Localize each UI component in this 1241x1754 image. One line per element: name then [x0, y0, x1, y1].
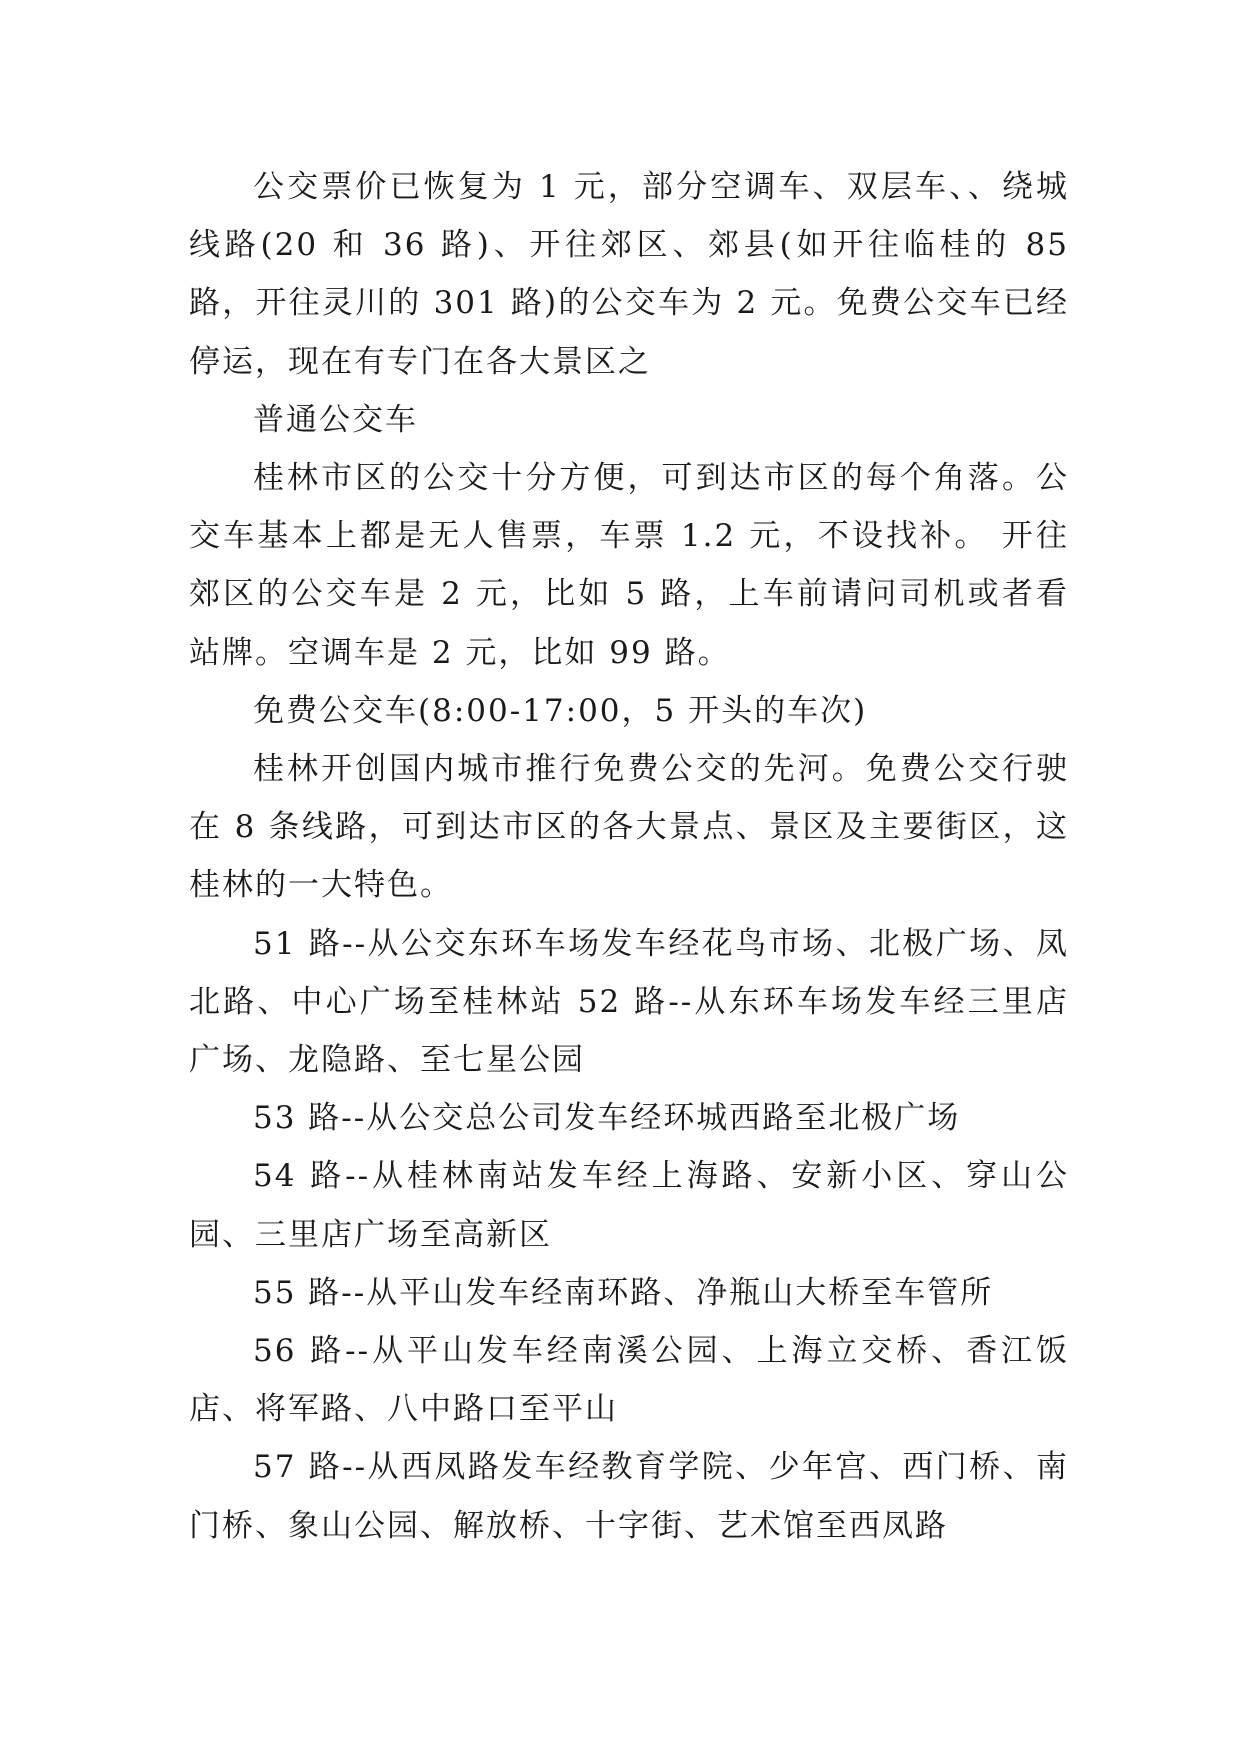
- paragraph-route-56: 56 路--从平山发车经南溪公园、上海立交桥、香江饭店、将军路、八中路口至平山: [189, 1333, 1069, 1428]
- paragraph-regular-bus: 桂林市区的公交十分方便，可到达市区的每个角落。公交车基本上都是无人售票，车票 1.2 元，不设找补。 开往郊区的公交车是 2 元，比如 5 路，上车前请问司机或者看站牌。空调车是 2 元，比如 99 路。: [189, 460, 1069, 671]
- paragraph-route-54: 54 路--从桂林南站发车经上海路、安新小区、穿山公园、三里店广场至高新区: [189, 1158, 1069, 1253]
- paragraph-route-51-52: 51 路--从公交东环车场发车经花鸟市场、北极广场、凤北路、中心广场至桂林站 52 路--从东环车场发车经三里店广场、龙隐路、至七星公园: [189, 925, 1069, 1079]
- paragraph-route-57: 57 路--从西凤路发车经教育学院、少年宫、西门桥、南门桥、象山公园、解放桥、十字街、艺术馆至西凤路: [189, 1449, 1069, 1544]
- paragraph-route-55: 55 路--从平山发车经南环路、净瓶山大桥至车管所: [253, 1274, 994, 1311]
- paragraph-route-53: 53 路--从公交总公司发车经环城西路至北极广场: [253, 1100, 961, 1137]
- paragraph-heading-free-bus: 免费公交车(8:00-17:00，5 开头的车次): [253, 692, 868, 729]
- document-body: [189, 158, 1069, 1555]
- paragraph-fare-info: 公交票价已恢复为 1 元，部分空调车、双层车、、绕城线路(20 和 36 路)、开往郊区、郊县(如开往临桂的 85 路，开往灵川的 301 路)的公交车为 2 元。免费公交车已经停运，现在有专门在各大景区之: [189, 169, 1069, 380]
- paragraph-heading-regular-bus: 普通公交车: [253, 401, 418, 438]
- paragraph-free-bus: 桂林开创国内城市推行免费公交的先河。免费公交行驶在 8 条线路，可到达市区的各大景点、景区及主要街区，这桂林的一大特色。: [189, 751, 1069, 904]
